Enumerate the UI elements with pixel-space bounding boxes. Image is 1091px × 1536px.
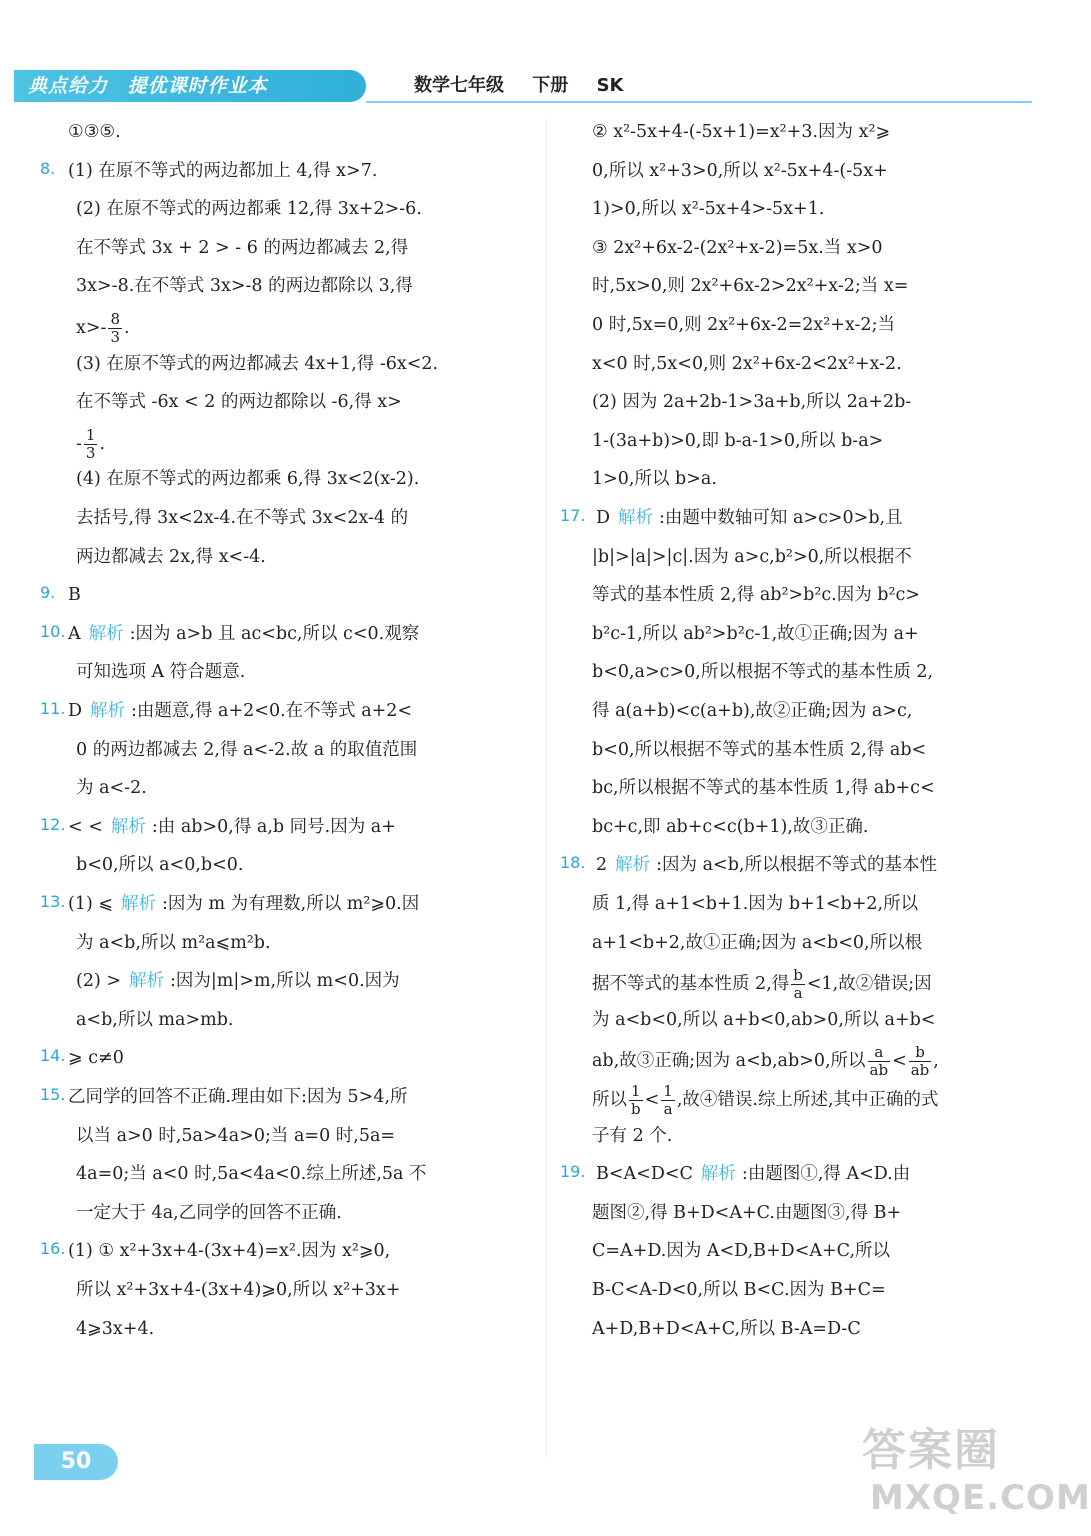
line-text: 等式的基本性质 2,得 ab²>b²c.因为 b²c>: [592, 585, 920, 606]
answer-line: [592, 890, 918, 918]
line-text: 1)>0,所以 x²-5x+4>-5x+1.: [592, 199, 825, 220]
answer-line: [592, 543, 912, 571]
numerator: 1: [629, 1083, 643, 1101]
line-text: 据不等式的基本性质 2,得: [592, 974, 790, 995]
answer-line: [592, 234, 883, 262]
line-text: bc+c,即 ab+c<c(b+1),故③正确.: [592, 816, 869, 837]
line-text: :因为|m|>m,所以 m<0.因为: [170, 971, 400, 992]
answer-line: [76, 1006, 233, 1034]
line-text: b<0,所以根据不等式的基本性质 2,得 ab<: [592, 739, 927, 760]
line-text: (3) 在原不等式的两边都减去 4x+1,得 -6x<2.: [76, 353, 439, 374]
fraction: [868, 1044, 891, 1079]
line-text: 在不等式 -6x < 2 的两边都除以 -6,得 x>: [76, 392, 402, 413]
line-text: B<A<D<C: [596, 1164, 693, 1185]
answer-line: [76, 272, 413, 300]
denominator: ab: [910, 1061, 930, 1080]
answer-line: [76, 967, 400, 995]
line-text: x<0 时,5x<0,则 2x²+6x-2<2x²+x-2.: [592, 353, 902, 374]
line-text: 在不等式 3x + 2 > - 6 的两边都减去 2,得: [76, 237, 409, 258]
line-text: bc,所以根据不等式的基本性质 1,得 ab+c<: [592, 778, 935, 799]
answer-line: [592, 157, 888, 185]
line-text: :因为 a>b 且 ac<bc,所以 c<0.观察: [129, 623, 420, 644]
analysis-label: 解析: [121, 894, 157, 914]
answer-line: [592, 1044, 939, 1079]
answer-line: [592, 272, 908, 300]
answer-line: [592, 774, 935, 802]
line-text: (2) 因为 2a+2b-1>3a+b,所以 2a+2b-: [592, 392, 912, 413]
answer-line: [76, 658, 245, 686]
line-text: 时,5x>0,则 2x²+6x-2>2x²+x-2;当 x=: [592, 276, 909, 297]
answer-line: [76, 1199, 342, 1227]
line-text: 去括号,得 3x<2x-4.在不等式 3x<2x-4 的: [76, 508, 409, 528]
answer-line: [592, 697, 912, 725]
answer-line: [596, 1160, 910, 1188]
line-text: .: [99, 433, 106, 454]
line-text: ,: [933, 1051, 939, 1072]
brand-series: 典点给力: [28, 75, 109, 97]
numerator: b: [909, 1044, 932, 1062]
line-text: (4) 在原不等式的两边都乘 6,得 3x<2(x-2).: [76, 469, 420, 490]
line-text: <: [644, 1090, 660, 1110]
line-text: B-C<A-D<0,所以 B<C.因为 B+C=: [592, 1280, 886, 1300]
line-text: :由题图①,得 A<D.由: [741, 1164, 911, 1185]
question-number: 14.: [40, 1046, 66, 1066]
line-text: 0,所以 x²+3>0,所以 x²-5x+4-(-5x+: [592, 160, 888, 181]
answer-line: [76, 1160, 427, 1188]
analysis-label: 解析: [129, 971, 165, 992]
subject-edition: SK: [596, 75, 624, 96]
line-text: a+1<b+2,故①正确;因为 a<b<0,所以根: [592, 932, 923, 953]
line-text: 一定大于 4a,乙同学的回答不正确.: [76, 1202, 342, 1223]
numerator: 8: [110, 310, 120, 328]
numerator: a: [868, 1044, 891, 1062]
answer-line: [68, 1083, 408, 1111]
question-number: 17.: [560, 506, 586, 525]
denominator: a: [663, 1100, 673, 1118]
answer-line: [68, 157, 377, 185]
answer-line: [76, 851, 243, 879]
line-text: A: [68, 623, 81, 644]
answer-line: [68, 890, 419, 918]
line-text: 1>0,所以 b>a.: [592, 469, 717, 490]
question-number: 11.: [40, 699, 66, 718]
answer-line: [592, 658, 933, 686]
subject-grade: 数学七年级: [414, 75, 504, 96]
denominator: ab: [869, 1061, 889, 1080]
line-text: (2) >: [76, 971, 122, 992]
fraction: [661, 1083, 675, 1118]
answer-line: [592, 581, 920, 609]
watermark-url: MXQE.COM: [870, 1478, 1091, 1518]
answer-line: [592, 427, 883, 455]
line-text: 得 a(a+b)<c(a+b),故②正确;因为 a>c,: [592, 701, 913, 721]
line-text: -: [76, 433, 82, 454]
answer-line: [68, 581, 81, 609]
fraction: [84, 427, 98, 462]
brand-banner: [14, 70, 366, 102]
analysis-label: 解析: [618, 508, 654, 528]
denominator: 3: [85, 443, 96, 462]
line-text: < <: [68, 816, 103, 837]
answer-line: [76, 388, 402, 416]
question-number: 8.: [40, 158, 56, 178]
question-number: 10.: [40, 621, 66, 641]
line-text: 可知选项 A 符合题意.: [76, 662, 246, 683]
answer-line: [592, 929, 922, 957]
line-text: 为 a<-2.: [76, 778, 147, 799]
line-text: b<0,a>c>0,所以根据不等式的基本性质 2,: [592, 662, 934, 683]
line-text: 以当 a>0 时,5a>4a>0;当 a=0 时,5a=: [76, 1125, 396, 1146]
answer-line: [592, 1276, 886, 1304]
analysis-label: 解析: [88, 623, 124, 644]
fraction: [909, 1044, 932, 1079]
answer-line: [68, 620, 419, 648]
answer-line: [68, 118, 121, 146]
line-text: :由 ab>0,得 a,b 同号.因为 a+: [151, 816, 396, 837]
line-text: A+D,B+D<A+C,所以 B-A=D-C: [592, 1318, 861, 1339]
line-text: :因为 a<b,所以根据不等式的基本性: [656, 855, 937, 876]
line-text: 4a=0;当 a<0 时,5a<4a<0.综上所述,5a 不: [76, 1164, 427, 1185]
answer-line: [592, 736, 926, 764]
answer-line: [596, 504, 903, 532]
header-rule: [366, 101, 1032, 103]
line-text: :由题中数轴可知 a>c>0>b,且: [659, 508, 903, 528]
line-text: 质 1,得 a+1<b+1.因为 b+1<b+2,所以: [592, 894, 919, 914]
answer-line: [76, 736, 417, 764]
fraction: [108, 311, 122, 346]
line-text: 1-(3a+b)>0,即 b-a-1>0,所以 b-a>: [592, 430, 884, 451]
subject-volume: 下册: [532, 75, 569, 96]
answer-line: [592, 1237, 890, 1265]
line-text: (2) 在原不等式的两边都乘 12,得 3x+2>-6.: [76, 199, 422, 220]
analysis-label: 解析: [615, 855, 651, 876]
denominator: b: [631, 1100, 641, 1118]
analysis-label: 解析: [110, 816, 146, 837]
line-text: 0 时,5x=0,则 2x²+6x-2=2x²+x-2;当: [592, 315, 895, 335]
answer-line: [68, 1237, 390, 1265]
denominator: a: [793, 984, 803, 1003]
answer-line: [592, 1006, 935, 1034]
line-text: <: [892, 1051, 907, 1072]
answer-line: [76, 234, 408, 262]
line-text: 所以: [592, 1090, 627, 1110]
line-text: 2: [596, 855, 608, 876]
answer-line: [68, 697, 412, 725]
line-text: 子有 2 个.: [592, 1125, 673, 1146]
question-number: 15.: [40, 1085, 66, 1104]
question-number: 9.: [40, 583, 56, 603]
answer-line: [592, 195, 824, 223]
line-text: a<b,所以 ma>mb.: [76, 1009, 234, 1030]
page-header: [14, 70, 1032, 102]
numerator: 1: [663, 1082, 673, 1100]
answer-line: [592, 1083, 939, 1118]
line-text: 题图②,得 B+D<A+C.由题图③,得 B+: [592, 1202, 902, 1223]
answer-line: [592, 118, 890, 146]
page-number: 50: [34, 1444, 118, 1480]
line-text: C=A+D.因为 A<D,B+D<A+C,所以: [592, 1241, 891, 1262]
line-text: 3x>-8.在不等式 3x>-8 的两边都除以 3,得: [76, 276, 413, 297]
analysis-label: 解析: [700, 1164, 736, 1185]
line-text: ,故④错误.综上所述,其中正确的式: [676, 1090, 939, 1110]
fraction: [791, 967, 805, 1002]
line-text: ab,故③正确;因为 a<b,ab>0,所以: [592, 1051, 866, 1072]
line-text: 乙同学的回答不正确.理由如下:因为 5>4,所: [68, 1087, 408, 1107]
answer-line: [592, 967, 932, 1002]
line-text: (1) 在原不等式的两边都加上 4,得 x>7.: [68, 160, 378, 181]
line-text: ⩾ c≠0: [68, 1048, 124, 1069]
answer-line: [76, 427, 105, 462]
answer-line: [592, 1122, 672, 1150]
denominator: 3: [110, 328, 120, 346]
line-text: b²c-1,所以 ab²>b²c-1,故①正确;因为 a+: [592, 623, 919, 644]
line-text: 0 的两边都减去 2,得 a<-2.故 a 的取值范围: [76, 739, 418, 760]
line-text: 所以 x²+3x+4-(3x+4)⩾0,所以 x²+3x+: [76, 1280, 401, 1300]
question-number: 12.: [40, 814, 66, 834]
line-text: (1) ① x²+3x+4-(3x+4)=x².因为 x²⩾0,: [68, 1241, 391, 1262]
answer-line: [592, 620, 919, 648]
numerator: b: [793, 966, 803, 985]
answer-line: [592, 465, 717, 493]
watermark-logo: 答案圈: [862, 1425, 1000, 1476]
numerator: 1: [85, 425, 96, 444]
answer-line: [76, 929, 271, 957]
subject-info: [414, 70, 645, 102]
line-text: ② x²-5x+4-(-5x+1)=x²+3.因为 x²⩾: [592, 122, 891, 142]
line-text: ③ 2x²+6x-2-(2x²+x-2)=5x.当 x>0: [592, 237, 883, 258]
answer-line: [76, 504, 408, 532]
line-text: (1) ⩽: [68, 894, 114, 914]
answer-line: [76, 1315, 154, 1343]
analysis-label: 解析: [90, 701, 126, 721]
answer-line: [76, 350, 438, 378]
line-text: D: [596, 508, 611, 528]
answer-line: [592, 1315, 861, 1343]
fraction: [629, 1083, 643, 1118]
column-divider: [546, 118, 547, 1458]
question-number: 16.: [40, 1239, 66, 1259]
line-text: :因为 m 为有理数,所以 m²⩾0.因: [162, 894, 420, 914]
question-number: 13.: [40, 892, 66, 911]
line-text: 4⩾3x+4.: [76, 1318, 155, 1339]
answer-line: [596, 851, 937, 879]
line-text: B: [68, 585, 81, 606]
line-text: 为 a<b,所以 m²a⩽m²b.: [76, 932, 271, 953]
question-number: 19.: [560, 1162, 586, 1182]
line-text: .: [124, 318, 130, 338]
answer-line: [76, 774, 147, 802]
answer-line: [76, 195, 422, 223]
question-number: 18.: [560, 853, 586, 873]
line-text: :由题意,得 a+2<0.在不等式 a+2<: [131, 701, 413, 721]
line-text: D: [68, 701, 83, 721]
answer-line: [592, 813, 868, 841]
line-text: |b|>|a|>|c|.因为 a>c,b²>0,所以根据不: [592, 546, 912, 567]
answer-line: [76, 465, 419, 493]
answer-line: [76, 311, 130, 346]
answer-line: [76, 543, 266, 571]
line-text: x>-: [76, 318, 107, 338]
answer-line: [76, 1122, 395, 1150]
line-text: <1,故②错误;因: [806, 974, 932, 995]
answer-line: [592, 388, 911, 416]
answer-line: [592, 1199, 901, 1227]
answer-line: [68, 813, 396, 841]
answer-line: [592, 350, 902, 378]
answer-line: [76, 1276, 400, 1304]
brand-title: 提优课时作业本: [127, 75, 268, 97]
answer-line: [592, 311, 895, 339]
line-text: ①③⑤.: [68, 122, 121, 142]
line-text: b<0,所以 a<0,b<0.: [76, 855, 244, 876]
line-text: 为 a<b<0,所以 a+b<0,ab>0,所以 a+b<: [592, 1009, 936, 1030]
line-text: 两边都减去 2x,得 x<-4.: [76, 546, 266, 567]
answer-line: [68, 1044, 124, 1072]
